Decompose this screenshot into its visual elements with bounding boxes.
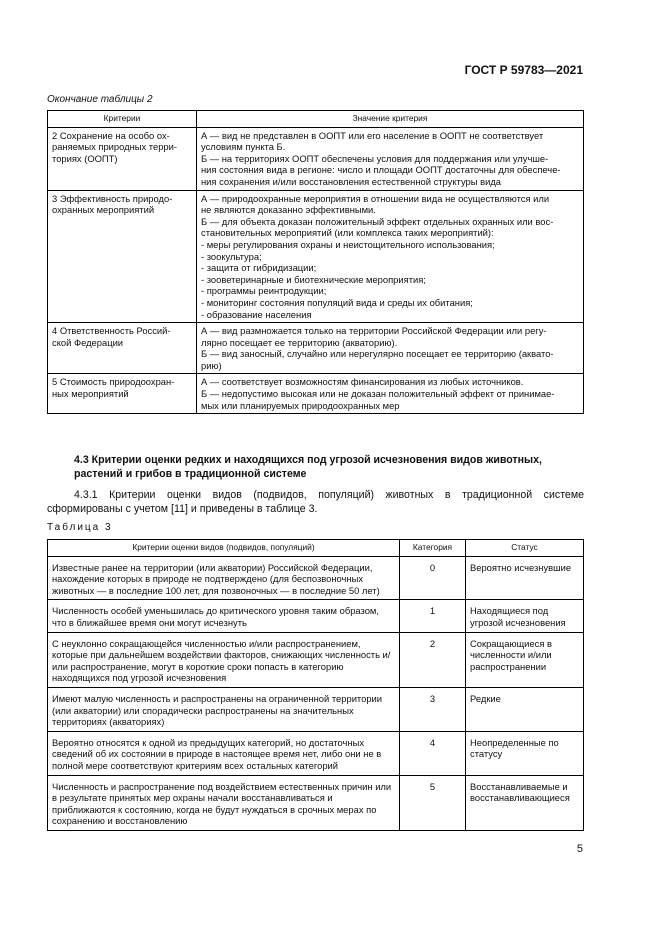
table-row: [48, 600, 584, 632]
category-cell: 4: [400, 731, 466, 775]
status-cell: Восстанавливаемые и восстанавливающиеся: [466, 775, 584, 830]
table-2-header-criteria: Критерии: [48, 111, 197, 128]
category-cell: 5: [400, 775, 466, 830]
table-row: [48, 731, 584, 775]
table-3-header-category: Категория: [400, 540, 466, 557]
category-cell: 2: [400, 632, 466, 687]
value-line: лярно посещает ее территорию (акваторию).: [201, 336, 398, 348]
table-row: [48, 374, 584, 414]
table-row: [48, 687, 584, 731]
criteria-cell: Вероятно относятся к одной из предыдущих категорий, но достаточных сведений об их состоянии в природе в настоящее время нет, либо они не в полной мере соответствуют критериям всех остальных категорий: [48, 731, 400, 775]
value-line: ния состояния вида в регионе: число и площади ООПТ достаточны для обеспече-: [201, 164, 561, 176]
table-row: [48, 127, 584, 190]
criterion-value-cell: [197, 127, 584, 190]
value-line: Б — вид заносный, случайно или нерегулярно посещает ее территорию (аквато-: [201, 348, 554, 360]
value-line: не являются доказанно эффективными.: [201, 204, 376, 216]
criterion-line: ных мероприятий: [52, 388, 129, 400]
criteria-cell: Имеют малую численность и распространены на ограниченной территории (или акватории) или спорадически распространены на значительных территориях (акваториях): [48, 687, 400, 731]
value-line: ния сохранения и/или восстановления естественной структуры вида: [201, 175, 501, 187]
value-line: - образование населения: [201, 308, 312, 320]
value-line: - зооветеринарные и биотехнические мероприятия;: [201, 273, 426, 285]
table-3-header-row: [48, 540, 584, 557]
value-line: - программы реинтродукции;: [201, 285, 327, 297]
category-cell: 3: [400, 687, 466, 731]
criterion-line: охранных мероприятий: [52, 204, 155, 216]
criterion-line: ской Федерации: [52, 336, 124, 348]
table-row: [48, 190, 584, 323]
status-cell: Редкие: [466, 687, 584, 731]
table-2: [47, 110, 584, 414]
criterion-line: 2 Сохранение на особо ох-: [52, 129, 170, 141]
table-row: [48, 556, 584, 600]
table-2-header-row: [48, 111, 584, 128]
criteria-cell: Численность и распространение под воздействием естественных причин или в результате принятых мер охраны начали восстанавливаться и приближаются к состоянию, когда не будут нуждаться в срочных мерах по сохранению и восстановлению: [48, 775, 400, 830]
table-row: [48, 323, 584, 374]
criterion-value-cell: [197, 374, 584, 414]
criterion-line: 4 Ответственность Россий-: [52, 325, 171, 337]
table-3-header-criteria: Критерии оценки видов (подвидов, популяций): [48, 540, 400, 557]
table-row: [48, 632, 584, 687]
value-line: Б — недопустимо высокая или не доказан положительный эффект от принимае-: [201, 388, 555, 400]
table-2-continuation-caption: Окончание таблицы 2: [47, 94, 153, 105]
paragraph-4-3-1: 4.3.1 Критерии оценки видов (подвидов, популяций) животных в традиционной системе сформированы с учетом [11] и приведены в таблице 3.: [47, 489, 584, 515]
value-line: - защита от гибридизации;: [201, 262, 317, 274]
criterion-value-cell: [197, 323, 584, 374]
status-cell: Вероятно исчезнувшие: [466, 556, 584, 600]
table-2-header-value: Значение критерия: [197, 111, 584, 128]
value-line: А — соответствует возможностям финансирования из любых источников.: [201, 376, 524, 388]
value-line: становительных мероприятий (или комплекса таких мероприятий):: [201, 227, 494, 239]
value-line: - зоокультура;: [201, 250, 262, 262]
status-cell: Неопределенные по статусу: [466, 731, 584, 775]
criterion-cell: [48, 190, 197, 323]
value-line: Б — на территориях ООПТ обеспечены условия для поддержания или улучше-: [201, 152, 549, 164]
table-3-header-status: Статус: [466, 540, 584, 557]
value-line: мых или планируемых природоохранных мер: [201, 399, 400, 411]
criterion-value-cell: [197, 190, 584, 323]
table-3: [47, 539, 584, 831]
document-standard-number: ГОСТ Р 59783—2021: [464, 63, 583, 77]
criterion-cell: [48, 127, 197, 190]
status-cell: Сокращающиеся в численности и/или распространении: [466, 632, 584, 687]
section-4-3-heading: 4.3 Критерии оценки редких и находящихся под угрозой исчезновения видов животных, растений и грибов в традиционной системе: [74, 454, 542, 480]
value-line: А — вид не представлен в ООПТ или его население в ООПТ не соответствует: [201, 129, 544, 141]
value-line: условиям пункта Б.: [201, 141, 286, 153]
value-line: Б — для объекта доказан положительный эффект отдельных охранных или вос-: [201, 215, 554, 227]
value-line: - меры регулирования охраны и неистощительного использования;: [201, 238, 495, 250]
table-row: [48, 775, 584, 830]
criteria-cell: Известные ранее на территории (или акватории) Российской Федерации, нахождение которых в природе не подтверждено (для беспозвоночных животных — в последние 100 лет, для позвоночных — в последние 50 лет): [48, 556, 400, 600]
value-line: рию): [201, 359, 222, 371]
page-number: 5: [576, 843, 583, 855]
criterion-cell: [48, 323, 197, 374]
value-line: А — природоохранные мероприятия в отношении вида не осуществляются или: [201, 192, 550, 204]
status-cell: Находящиеся под угрозой исчезновения: [466, 600, 584, 632]
category-cell: 0: [400, 556, 466, 600]
table-3-caption: Таблица 3: [47, 522, 113, 533]
criteria-cell: Численность особей уменьшилась до критического уровня таким образом, что в ближайшее время они могут исчезнуть: [48, 600, 400, 632]
criterion-line: 5 Стоимость природоохран-: [52, 376, 175, 388]
category-cell: 1: [400, 600, 466, 632]
value-line: А — вид размножается только на территории Российской Федерации или регу-: [201, 325, 547, 337]
value-line: - мониторинг состояния популяций вида и среды их обитания;: [201, 296, 473, 308]
criteria-cell: С неуклонно сокращающейся численностью и/или распространением, которые при дальнейшем воздействии факторов, снижающих численность и/или распространение, могут в короткие сроки попасть в категорию находящихся под угрозой исчезновения: [48, 632, 400, 687]
criterion-line: 3 Эффективность природо-: [52, 192, 173, 204]
criterion-line: ториях (ООПТ): [52, 152, 118, 164]
criterion-line: раняемых природных терри-: [52, 141, 177, 153]
criterion-cell: [48, 374, 197, 414]
